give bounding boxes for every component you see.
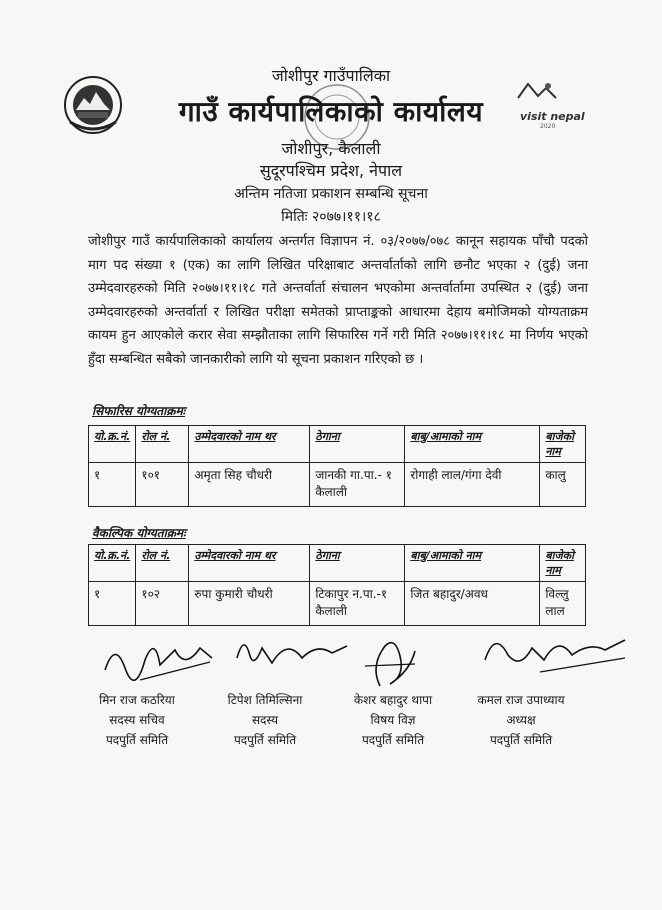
cell-grandfather: विल्लु लाल [540,582,586,626]
signatory-committee: पदपुर्ति समिति [105,733,169,747]
col-parents: बाबु/आमाको नाम [405,545,540,582]
col-grandfather: बाजेको नाम [540,426,586,463]
visit-nepal-logo-text: visit nepal [520,110,585,123]
table-row [89,582,586,626]
signature-block [446,690,596,750]
table-header-row [89,426,586,463]
location-line: जोशीपुर, कैलाली [281,139,381,158]
signature-scribble-3-icon [360,636,420,691]
cell-address: टिकापुर न.पा.-१ कैलाली [310,582,405,626]
signatory-committee: पदपुर्ति समिति [361,733,425,747]
alternate-table [88,544,586,626]
cell-name: रुपा कुमारी चौधरी [189,582,310,626]
cell-parents: रोगाही लाल/गंगा देवी [405,463,540,507]
signatory-role: सदस्य सचिव [109,713,165,727]
col-name: उम्मेदवारको नाम थर [189,426,310,463]
col-parents: बाबु/आमाको नाम [405,426,540,463]
table-header-row [89,545,586,582]
cell-grandfather: कालु [540,463,586,507]
signature-scribble-1-icon [100,630,220,685]
cell-roll: १०२ [136,582,189,626]
col-roll: रोल नं. [136,545,189,582]
signatory-role: विषय विज्ञ [370,713,416,727]
province-line: सुदूरपश्चिम प्रदेश, नेपाल [259,161,403,180]
alternate-heading: वैकल्पिक योग्यताक्रमः [92,526,186,540]
recommended-heading: सिफारिस योग्यताक्रमः [92,404,186,418]
office-title: गाउँ कार्यपालिकाको कार्यालय [178,95,484,128]
col-grandfather: बाजेको नाम [540,545,586,582]
signatory-role: सदस्य [251,713,279,727]
col-address: ठेगाना [310,545,405,582]
signatory-name: मिन राज कठरिया [99,693,175,707]
signature-scribble-4-icon [480,620,630,680]
col-roll: रोल नं. [136,426,189,463]
municipality-name: जोशीपुर गाउँपालिका [271,66,391,85]
signature-scribble-2-icon [232,628,352,678]
notice-title: अन्तिम नतिजा प्रकाशन सम्बन्धि सूचना [234,186,428,202]
col-sn: यो.क्र.नं. [89,545,136,582]
signatory-name: टिपेश तिमिल्सिना [227,693,303,707]
notice-date: मितिः २०७७।११।१८ [281,209,381,225]
col-address: ठेगाना [310,426,405,463]
signatory-name: केशर बहादुर थापा [353,693,433,707]
cell-roll: १०१ [136,463,189,507]
visit-nepal-logo-year: 2020 [540,123,556,130]
cell-sn: १ [89,463,136,507]
signatory-committee: पदपुर्ति समिति [489,733,553,747]
signatory-committee: पदपुर्ति समिति [233,733,297,747]
cell-name: अमृता सिह चौधरी [189,463,310,507]
signatory-name: कमल राज उपाध्याय [477,693,565,707]
recommended-table [88,425,586,507]
col-sn: यो.क्र.नं. [89,426,136,463]
col-name: उम्मेदवारको नाम थर [189,545,310,582]
cell-sn: १ [89,582,136,626]
cell-parents: जित बहादुर/अवध [405,582,540,626]
table-row [89,463,586,507]
signatory-role: अध्यक्ष [506,713,536,727]
notice-body: जोशीपुर गाउँ कार्यपालिकाको कार्यालय अन्तर्गत विज्ञापन नं. ०३/२०७७/०७८ कानून सहायक पाँचौ पदको माग पद संख्या १ (एक) का लागि लिखित परिक्षाबाट अन्तर्वार्ताको लागि छनौट भएका २ (दुई) जना उम्मेदवारहरुको मिति २०७७।११।१८ गते अन्तर्वार्ता संचालन भएकोमा अन्तर्वार्तामा उपस्थित २ (दुई) जना उम्मेदवारहरुको अन्तर्वार्ता र लिखित परीक्षा समेतको प्राप्ताङ्कको आधारमा देहाय बमोजिमको योग्यताक्रम कायम हुन आएकोले करार सेवा सम्झौताका लागि सिफारिस गर्ने गरी मिति २०७७।११।१८ मा निर्णय भएको हुँदा सम्बन्धित सबैको जानकारीको लागि यो सूचना प्रकाशन गरिएको छ । [88,234,588,367]
cell-address: जानकी गा.पा.- १ कैलाली [310,463,405,507]
